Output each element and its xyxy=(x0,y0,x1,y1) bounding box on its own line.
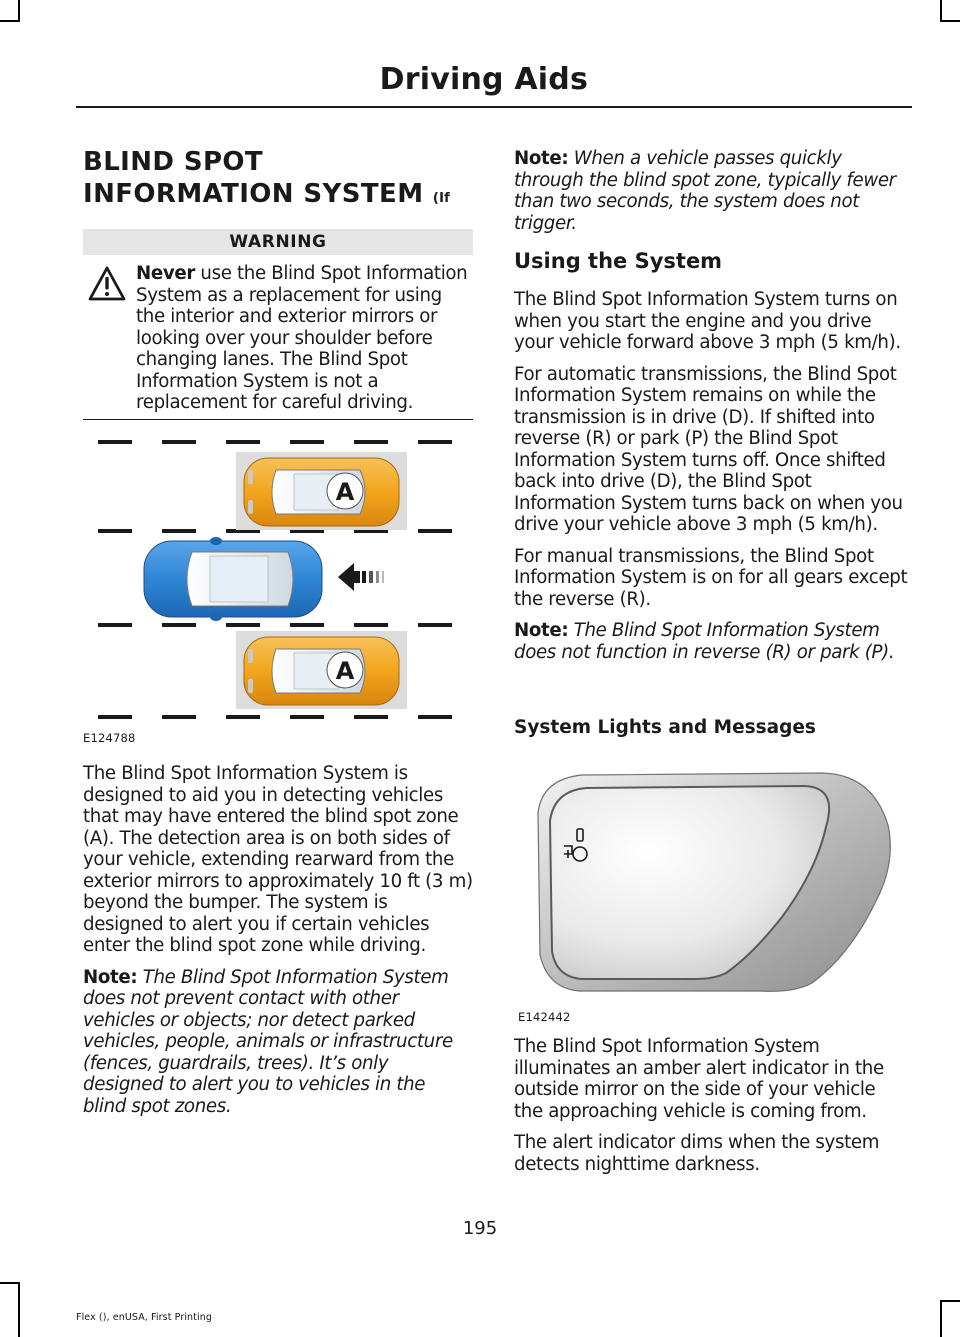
right-column-lights xyxy=(514,1036,908,1175)
note-paragraph xyxy=(514,148,908,234)
amber-vehicle-top xyxy=(244,458,399,526)
crop-mark xyxy=(0,20,20,22)
amber-vehicle-bottom xyxy=(244,637,399,705)
figure-code: E142442 xyxy=(518,1010,571,1024)
crop-mark xyxy=(0,1282,20,1284)
blue-vehicle xyxy=(144,537,322,621)
note-text: When a vehicle passes quickly through the blind spot zone, typically fewer than two seconds, the system does not trigger. xyxy=(514,148,896,234)
page-header-title: Driving Aids xyxy=(379,62,588,97)
page-number: 195 xyxy=(462,1218,498,1239)
crop-mark xyxy=(940,20,960,22)
note-text: The Blind Spot Information System does not prevent contact with other vehicles or objects; nor detect parked vehicles, people, animals or infrastructure (fences, guardrails, trees). It’s only designed to alert you to vehicles in the blind spot zones. xyxy=(83,966,453,1117)
header-rule xyxy=(76,106,912,108)
crop-mark xyxy=(18,0,20,22)
figure-code: E124788 xyxy=(83,731,136,745)
warning-paragraph xyxy=(83,263,475,414)
callout-a-label: A xyxy=(335,657,355,685)
lights-paragraph: The Blind Spot Information System illuminates an amber alert indicator in the outside mirror on the side of your vehicle the approaching vehicle is coming from. xyxy=(514,1036,884,1122)
system-lights-heading: System Lights and Messages xyxy=(514,717,816,738)
using-system-heading: Using the System xyxy=(514,249,723,273)
note-label: Note: xyxy=(514,620,569,641)
note-label: Note: xyxy=(83,966,138,988)
warning-body: use the Blind Spot Information System as a replacement for using the interior and exterior mirrors or looking over your shoulder before changing lanes. The Blind Spot Information System is not a replacement for careful driving. xyxy=(136,263,468,413)
lights-paragraph: The alert indicator dims when the system detects nighttime darkness. xyxy=(514,1132,880,1175)
crop-mark xyxy=(940,0,942,22)
publication-info: Flex (), enUSA, First Printing xyxy=(76,1312,212,1323)
warning-text xyxy=(83,263,475,414)
side-mirror-illustration xyxy=(520,755,900,1000)
note-text: The Blind Spot Information System does not function in reverse (R) or park (P). xyxy=(514,620,895,663)
callout-a-label: A xyxy=(335,478,355,506)
section-title-text: BLIND SPOT INFORMATION SYSTEM xyxy=(83,147,424,209)
warning-rule xyxy=(83,419,473,420)
note-paragraph xyxy=(83,967,473,1118)
approach-arrow xyxy=(338,563,384,591)
intro-paragraph: The Blind Spot Information System is designed to aid you in detecting vehicles that may have entered the blind spot zone (A). The detection area is on both sides of your vehicle, extending rearward from the exterior mirrors to approximately 10 ft (3 m) beyond the bumper. The system is designed to alert you if certain vehicles enter the blind spot zone while driving. xyxy=(83,763,473,956)
crop-mark xyxy=(940,1300,960,1302)
using-paragraph: The Blind Spot Information System turns on when you start the engine and you drive your vehicle forward above 3 mph (5 km/h). xyxy=(514,289,901,353)
note-label: Note: xyxy=(514,148,569,169)
using-paragraph: For automatic transmissions, the Blind Spot Information System remains on while the transmission is in drive (D). If shifted into reverse (R) or park (P) the Blind Spot Information System turns off. Once shifted back into drive (D), the Blind Spot Information System turns back on when you drive your vehicle above 3 mph (5 km/h). xyxy=(514,363,903,535)
right-column-using xyxy=(514,289,908,663)
warning-lead: Never xyxy=(136,263,195,284)
warning-bar xyxy=(83,229,473,255)
using-paragraph: For manual transmissions, the Blind Spot Information System is on for all gears except the reverse (R). xyxy=(514,545,908,610)
blind-spot-zone-diagram xyxy=(98,430,458,722)
crop-mark xyxy=(18,1282,20,1337)
section-qualifier: (If xyxy=(432,191,450,206)
crop-mark xyxy=(940,1300,942,1337)
left-column-body xyxy=(83,763,473,1117)
right-column-top xyxy=(514,148,908,234)
warning-label: WARNING xyxy=(229,232,327,252)
note-paragraph xyxy=(514,620,908,663)
